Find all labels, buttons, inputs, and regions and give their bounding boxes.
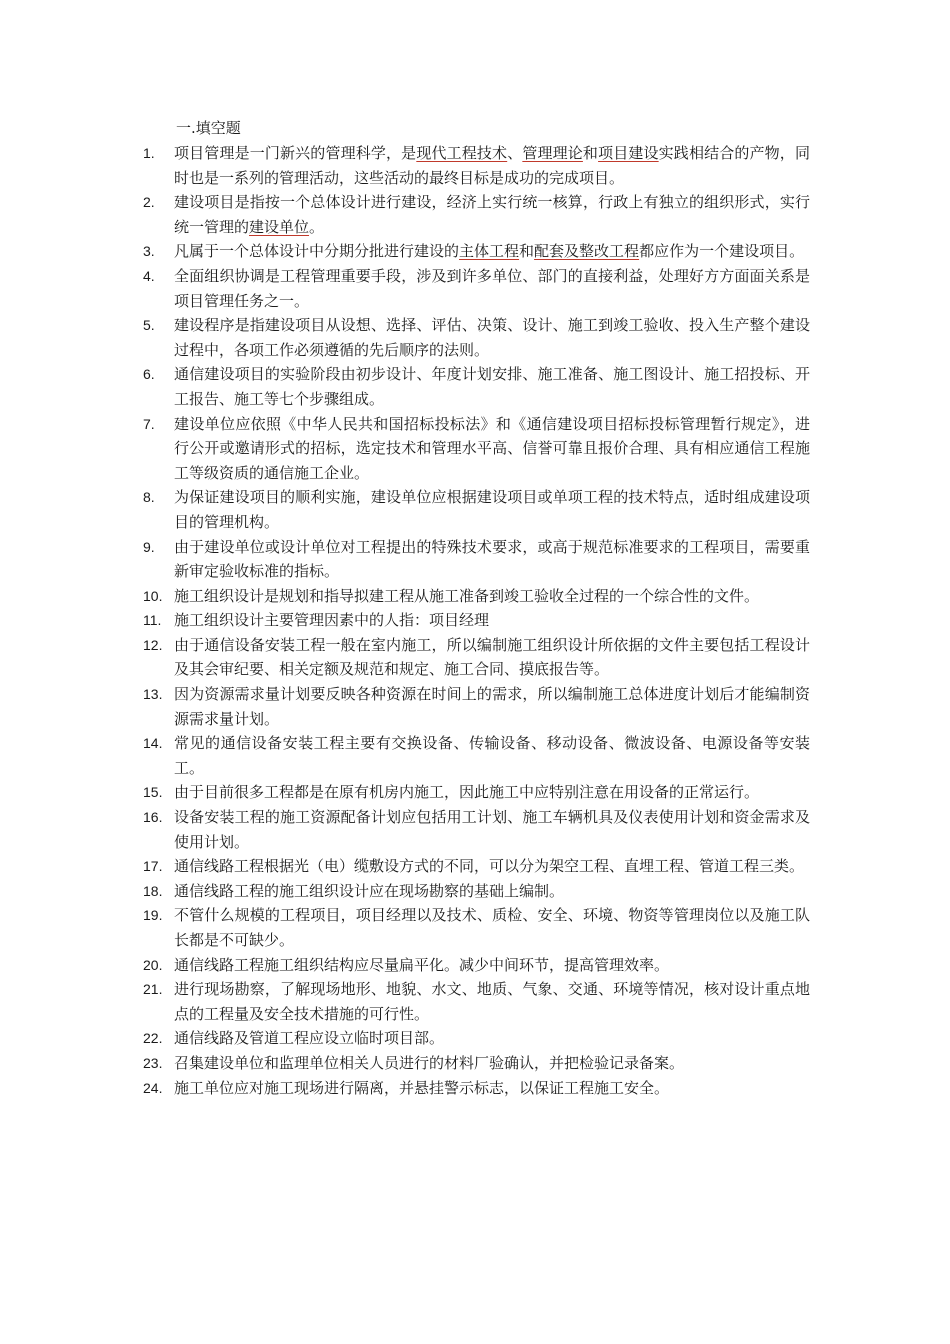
list-item: [0, 977, 950, 1026]
item-text: [174, 239, 810, 264]
list-item: [0, 141, 950, 190]
list-item: [0, 190, 950, 239]
item-number: 17.: [143, 858, 163, 875]
text-segment: 实践相结合的产物，同时也是一系列的管理活动，这些活动的最终目标是成功的完成项目。: [174, 144, 810, 187]
item-text: [174, 190, 810, 239]
item-text: [174, 633, 810, 682]
item-text: [174, 313, 810, 362]
text-segment: 项目管理是一门新兴的管理科学，是: [174, 144, 417, 162]
item-text: [174, 682, 810, 731]
list-item: [0, 239, 950, 264]
text-segment: 常见的通信设备安装工程主要有交换设备、传输设备、移动设备、微波设备、电源设备等安装工。: [174, 734, 810, 777]
item-number: 5.: [143, 317, 155, 334]
item-text: [174, 264, 810, 313]
text-segment: 和: [582, 144, 599, 162]
item-number: 3.: [143, 243, 155, 260]
text-segment: 全面组织协调是工程管理重要手段，涉及到许多单位、部门的直接利益，处理好方方面面关系是项目管理任务之一。: [174, 266, 810, 310]
item-text: [174, 1076, 810, 1101]
text-segment: 进行现场勘察，了解现场地形、地貌、水文、地质、气象、交通、环境等情况，核对设计重点地点的工程量及安全技术措施的可行性。: [174, 980, 810, 1023]
item-text: [174, 977, 810, 1026]
text-segment: 通信建设项目的实验阶段由初步设计、年度计划安排、施工准备、施工图设计、施工招投标、开工报告、施工等七个步骤组成。: [174, 365, 810, 408]
text-segment: 凡属于一个总体设计中分期分批进行建设的: [174, 242, 460, 261]
item-text: [174, 1026, 810, 1051]
list-item: [0, 1026, 950, 1051]
text-segment: 施工组织设计主要管理因素中的人指：项目经理: [174, 611, 490, 630]
item-text: [174, 608, 810, 633]
item-number: 24.: [143, 1079, 163, 1096]
list-item: [0, 780, 950, 805]
list-item: [0, 485, 950, 534]
item-number: 13.: [143, 686, 163, 703]
list-item: [0, 264, 950, 313]
list-item: [0, 535, 950, 584]
answer-underline: 主体工程: [459, 242, 520, 261]
answer-underline: 项目建设: [598, 144, 659, 162]
text-segment: 由于建设单位或设计单位对工程提出的特殊技术要求，或高于规范标准要求的工程项目，需要重新审定验收标准的指标。: [174, 537, 810, 581]
item-text: [174, 854, 810, 879]
list-item: [0, 608, 950, 633]
list-item: [0, 313, 950, 362]
text-segment: 通信线路及管道工程应设立临时项目部。: [174, 1029, 445, 1048]
item-number: 19.: [143, 907, 163, 924]
list-item: [0, 1076, 950, 1101]
list-item: [0, 682, 950, 731]
text-segment: 为保证建设项目的顺利实施，建设单位应根据建设项目或单项工程的技术特点，适时组成建设项目的管理机构。: [174, 488, 810, 531]
list-item: [0, 731, 950, 780]
item-number: 2.: [143, 194, 155, 211]
item-text: [174, 953, 810, 978]
list-item: [0, 903, 950, 952]
text-segment: 都应作为一个建设项目。: [639, 242, 805, 261]
item-number: 23.: [143, 1054, 163, 1071]
item-number: 11.: [143, 612, 162, 629]
item-number: 10.: [143, 587, 163, 604]
item-number: 18.: [143, 882, 163, 899]
list-item: [0, 805, 950, 854]
item-number: 7.: [143, 415, 155, 432]
list-item: [0, 1051, 950, 1076]
item-number: 1.: [143, 145, 155, 161]
list-item: [0, 362, 950, 411]
text-segment: 通信线路工程根据光（电）缆敷设方式的不同，可以分为架空工程、直埋工程、管道工程三类。: [174, 857, 805, 876]
list-item: [0, 879, 950, 904]
item-number: 16.: [143, 809, 163, 826]
item-number: 22.: [143, 1030, 163, 1047]
list-item: [0, 953, 950, 978]
item-text: [174, 903, 810, 952]
item-text: [174, 485, 810, 534]
text-segment: 由于目前很多工程都是在原有机房内施工，因此施工中应特别注意在用设备的正常运行。: [174, 783, 760, 802]
list-item: [0, 412, 950, 486]
item-number: 6.: [143, 366, 155, 383]
item-text: [174, 584, 810, 609]
item-text: [174, 780, 810, 805]
answer-underline: 现代工程技术: [416, 144, 508, 162]
item-number: 9.: [143, 538, 155, 555]
section-title: 一.填空题: [176, 119, 241, 137]
text-segment: 因为资源需求量计划要反映各种资源在时间上的需求，所以编制施工总体进度计划后才能编制资源需求量计划。: [174, 685, 810, 728]
item-number: 12.: [143, 636, 163, 653]
item-text: [174, 535, 810, 584]
item-text: [174, 879, 810, 904]
item-number: 14.: [143, 735, 163, 752]
item-text: [174, 1051, 810, 1076]
list-item: [0, 584, 950, 609]
list-item: [0, 854, 950, 879]
text-segment: 召集建设单位和监理单位相关人员进行的材料厂验确认，并把检验记录备案。: [174, 1053, 685, 1072]
question-list: [0, 141, 950, 1100]
item-text: [174, 731, 810, 780]
item-text: [174, 805, 810, 854]
text-segment: 建设单位应依照《中华人民共和国招标投标法》和《通信建设项目招标投标管理暂行规定》，进行公开或邀请形式的招标，选定技术和管理水平高、信誉可靠且报价合理、具有相应通信工程施工等级资质的通信施工企业。: [174, 414, 810, 482]
text-segment: 。: [309, 217, 325, 236]
item-text: [174, 141, 810, 190]
item-text: [174, 412, 810, 486]
answer-underline: 管理理论: [522, 144, 583, 162]
text-segment: 设备安装工程的施工资源配备计划应包括用工计划、施工车辆机具及仪表使用计划和资金需求及使用计划。: [174, 808, 810, 851]
text-segment: 施工单位应对施工现场进行隔离，并悬挂警示标志，以保证工程施工安全。: [174, 1078, 670, 1097]
answer-underline: 配套及整改工程: [534, 242, 640, 261]
text-segment: 通信线路工程施工组织结构应尽量扁平化。减少中间环节，提高管理效率。: [174, 955, 670, 974]
item-text: [174, 362, 810, 411]
item-number: 4.: [143, 267, 155, 284]
text-segment: 、: [507, 144, 523, 162]
item-number: 21.: [143, 981, 163, 998]
item-number: 20.: [143, 956, 163, 973]
answer-underline: 建设单位: [249, 217, 310, 236]
text-segment: 由于通信设备安装工程一般在室内施工，所以编制施工组织设计所依据的文件主要包括工程设计及其会审纪要、相关定额及规范和规定、施工合同、摸底报告等。: [174, 635, 810, 679]
text-segment: 通信线路工程的施工组织设计应在现场勘察的基础上编制。: [174, 881, 565, 900]
item-number: 8.: [143, 489, 155, 506]
text-segment: 不管什么规模的工程项目，项目经理以及技术、质检、安全、环境、物资等管理岗位以及施工队长都是不可缺少。: [174, 906, 810, 949]
item-number: 15.: [143, 784, 163, 801]
text-segment: 施工组织设计是规划和指导拟建工程从施工准备到竣工验收全过程的一个综合性的文件。: [174, 586, 760, 605]
list-item: [0, 633, 950, 682]
text-segment: 建设项目是指按一个总体设计进行建设，经济上实行统一核算，行政上有独立的组织形式，实行统一管理的: [174, 193, 810, 236]
text-segment: 和: [519, 242, 535, 261]
text-segment: 建设程序是指建设项目从设想、选择、评估、决策、设计、施工到竣工验收、投入生产整个建设过程中，各项工作必须遵循的先后顺序的法则。: [174, 316, 810, 359]
